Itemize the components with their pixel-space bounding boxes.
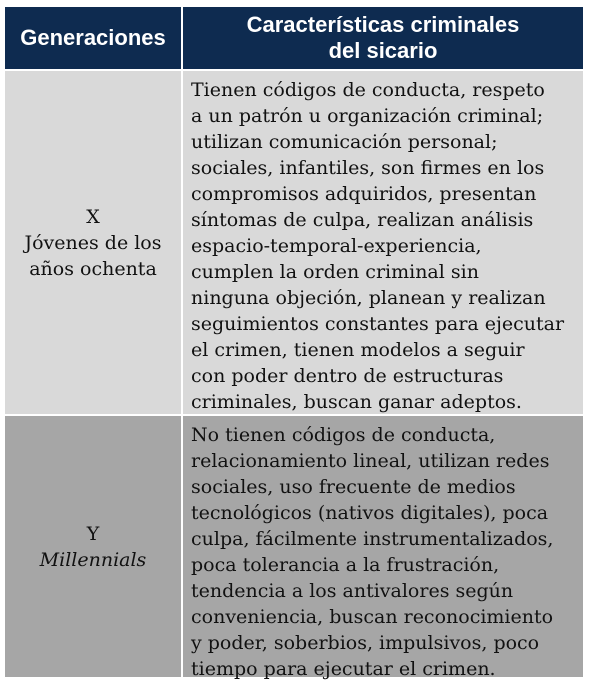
characteristics-x-line: síntomas de culpa, realizan análisis [191,209,534,231]
generations-table [5,7,582,680]
header-caracteristicas-line-1: Características criminales [246,12,520,37]
characteristics-x-line: cumplen la orden criminal sin [191,261,479,283]
generation-y-desc: Millennials [39,548,147,571]
generation-cell-y [5,416,181,677]
characteristics-y-line: sociales, uso frecuente de medios [191,476,516,498]
characteristics-y-line: No tienen códigos de conducta, [191,424,496,446]
characteristics-cell-y [183,416,583,680]
characteristics-x-line: compromisos adquiridos, presentan [191,183,537,205]
characteristics-x-line: a un patrón u organización criminal; [191,105,544,127]
characteristics-x-line: seguimientos constantes para ejecutar [191,313,565,335]
generation-cell-x [5,71,181,414]
characteristics-cell-x [183,71,583,414]
generation-x-letter: X [86,205,100,228]
characteristics-y-line: culpa, fácilmente instrumentalizados, [191,528,554,550]
characteristics-x-line: con poder dentro de estructuras [191,365,504,387]
characteristics-y-line: poca tolerancia a la frustración, [191,554,500,576]
characteristics-x-line: sociales, infantiles, son firmes en los [191,157,545,179]
characteristics-x-line: el crimen, tienen modelos a seguir [191,339,525,361]
header-caracteristicas-line-2: del sicario [328,38,438,63]
characteristics-y-line: conveniencia, buscan reconocimiento [191,606,554,628]
table-frame [3,5,582,680]
header-generaciones [5,7,181,69]
characteristics-y-line: tendencia a los antivalores según [191,580,514,602]
characteristics-x-line: ninguna objeción, planean y realizan [191,287,546,309]
generation-x-desc-line-2: años ochenta [29,257,157,280]
characteristics-y-line: tiempo para ejecutar el crimen. [191,658,496,680]
characteristics-y-line: relacionamiento lineal, utilizan redes [191,450,550,472]
characteristics-x-line: criminales, buscan ganar adeptos. [191,391,522,413]
characteristics-y-line: y poder, soberbios, impulsivos, poco [191,632,540,654]
characteristics-y-line: tecnológicos (nativos digitales), poca [191,502,549,524]
generation-y-letter: Y [86,522,100,545]
characteristics-x-line: Tienen códigos de conducta, respeto [191,79,545,101]
header-generaciones-label: Generaciones [20,25,166,50]
header-caracteristicas [183,7,583,69]
generation-x-desc-line-1: Jóvenes de los [24,231,162,254]
characteristics-x-line: espacio-temporal-experiencia, [191,235,482,257]
characteristics-x-line: utilizan comunicación personal; [191,131,498,153]
